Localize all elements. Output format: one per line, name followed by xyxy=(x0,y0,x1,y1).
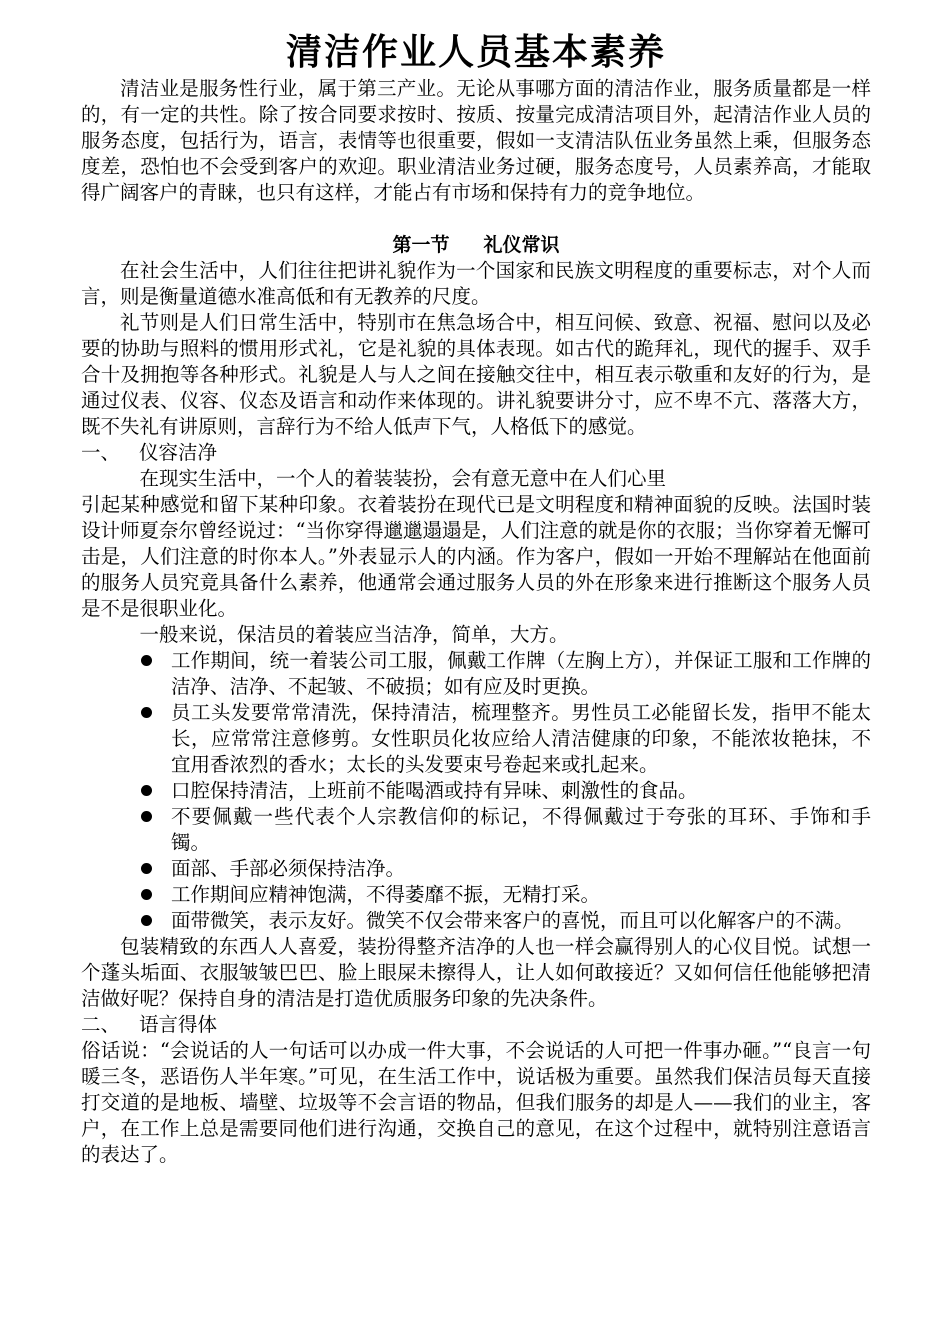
bullet-dot-icon xyxy=(141,915,152,926)
section-name: 礼仪常识 xyxy=(483,234,560,256)
bullet-dot-icon xyxy=(141,707,152,718)
list-item xyxy=(139,908,871,934)
bullet-dot-icon xyxy=(141,889,152,900)
grooming-lead: 一般来说，保洁员的着装应当洁净，简单，大方。 xyxy=(139,623,569,646)
list-item-text: 不要佩戴一些代表个人宗教信仰的标记，不得佩戴过于夸张的耳环、手饰和手镯。 xyxy=(171,805,871,854)
bullet-dot-icon xyxy=(141,655,152,666)
document-title: 清洁作业人员基本素养 xyxy=(285,32,666,73)
subheading-speech xyxy=(81,1012,871,1038)
bullet-dot-icon xyxy=(141,863,152,874)
speech-paragraph: 俗话说：“会说话的人一句话可以办成一件大事，不会说话的人可把一件事办砸。”“良言一句暖三冬，恶语伤人半年寒。”可见，在生活工作中，说话极为重要。虽然我们保洁员每天直接打交道的是地板、墙壁、垃圾等不会言语的物品，但我们服务的却是人——我们的业主，客户，在工作上总是需要同他们进行沟通，交换自己的意见，在这个过程中，就特别注意语言的表达了。 xyxy=(81,1039,871,1166)
list-item xyxy=(139,856,871,882)
intro-paragraph: 清洁业是服务性行业，属于第三产业。无论从事哪方面的清洁作业，服务质量都是一样的，有一定的共性。除了按合同要求按时、按质、按量完成清洁项目外，起清洁作业人员的服务态度，包括行为，语言，表情等也很重要，假如一支清洁队伍业务虽然上乘，但服务态度差，恐怕也不会受到客户的欢迎。职业清洁业务过硬，服务态度号，人员素养高，才能取得广阔客户的青睐，也只有这样，才能占有市场和保持有力的竞争地位。 xyxy=(81,77,871,204)
list-item xyxy=(139,882,871,908)
bullet-dot-icon xyxy=(141,811,152,822)
list-item-text: 工作期间，统一着装公司工服，佩戴工作牌（左胸上方），并保证工服和工作牌的洁净、洁净、不起皱、不破损；如有应及时更换。 xyxy=(171,649,871,698)
subheading-label: 仪容洁净 xyxy=(139,441,218,464)
etiquette-paragraph-1: 在社会生活中，人们往往把讲礼貌作为一个国家和民族文明程度的重要标志，对个人而言，则是衡量道德水准高低和有无教养的尺度。 xyxy=(81,259,871,308)
document-page xyxy=(81,30,871,1168)
list-item-text: 工作期间应精神饱满，不得萎靡不振，无精打采。 xyxy=(171,883,601,906)
section-number: 第一节 xyxy=(392,234,450,256)
bullet-dot-icon xyxy=(141,785,152,796)
list-item-text: 面部、手部必须保持洁净。 xyxy=(171,857,406,880)
list-item-text: 员工头发要常常清洗，保持清洁，梳理整齐。男性员工必能留长发，指甲不能太长，应常常注意修剪。女性职员化妆应给人清洁健康的印象，不能浓妆艳抹，不宜用香浓烈的香水；太长的头发要束号卷起来或扎起来。 xyxy=(171,701,871,776)
list-item xyxy=(139,778,871,804)
grooming-bullet-list xyxy=(81,648,871,934)
subheading-appearance xyxy=(81,440,871,466)
grooming-closing-paragraph: 包装精致的东西人人喜爱，装扮得整齐洁净的人也一样会赢得别人的心仪目悦。试想一个蓬头垢面、衣服皱皱巴巴、脸上眼屎未擦得人，让人如何敢接近？又如何信任他能够把清洁做好呢？保持自身的清洁是打造优质服务印象的先决条件。 xyxy=(81,935,871,1010)
list-item-text: 面带微笑，表示友好。微笑不仅会带来客户的喜悦，而且可以化解客户的不满。 xyxy=(171,909,854,932)
section-heading xyxy=(81,232,871,258)
list-item-text: 口腔保持清洁，上班前不能喝酒或持有异味、刺激性的食品。 xyxy=(171,779,698,802)
subheading-label: 语言得体 xyxy=(139,1013,218,1036)
etiquette-paragraph-2: 礼节则是人们日常生活中，特别市在焦急场合中，相互问候、致意、祝福、慰问以及必要的协助与照料的惯用形式礼，它是礼貌的具体表现。如古代的跪拜礼，现代的握手、双手合十及拥抱等各种形式。礼貌是人与人之间在接触交往中，相互表示敬重和友好的行为，是通过仪表、仪容、仪态及语言和动作来体现的。讲礼貌要讲分寸，应不卑不亢、落落大方，既不失礼有讲原则，言辞行为不给人低声下气，人格低下的感觉。 xyxy=(81,311,871,438)
list-item xyxy=(139,700,871,778)
subheading-number: 二、 xyxy=(81,1013,121,1036)
grooming-paragraph: 引起某种感觉和留下某种印象。衣着装扮在现代已是文明程度和精神面貌的反映。法国时装设计师夏奈尔曾经说过：“当你穿得邋邋遢遢是，人们注意的就是你的衣服；当你穿着无懈可击是，人们注意的时你本人。”外表显示人的内涵。作为客户，假如一开始不理解站在他面前的服务人员究竟具备什么素养，他通常会通过服务人员的外在形象来进行推断这个服务人员是不是很职业化。 xyxy=(81,493,871,620)
list-item xyxy=(139,804,871,856)
subheading-number: 一、 xyxy=(81,441,121,464)
list-item xyxy=(139,648,871,700)
grooming-first-line: 在现实生活中，一个人的着装装扮，会有意无意中在人们心里 xyxy=(139,467,667,490)
